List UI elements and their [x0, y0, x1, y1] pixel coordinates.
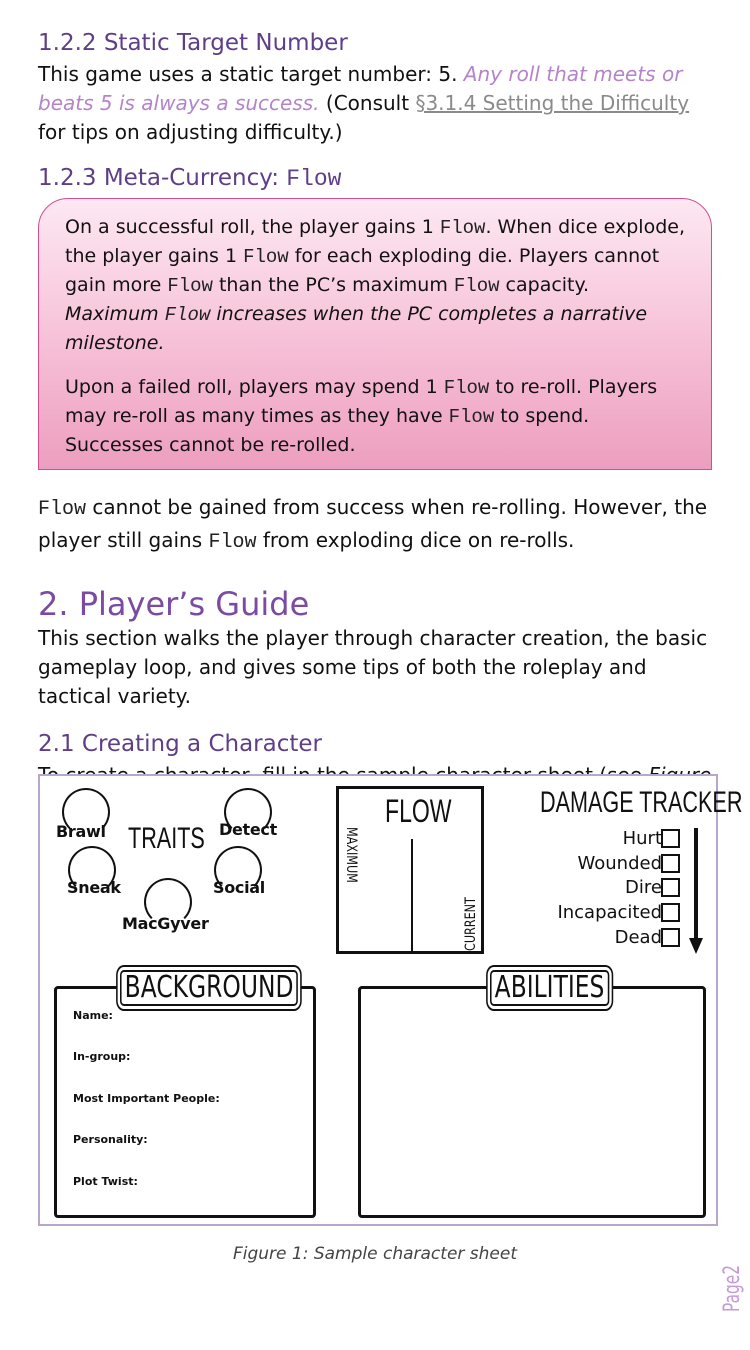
text-run: capacity.	[499, 274, 590, 296]
code-flow: Flow	[167, 275, 213, 297]
cross-reference-link[interactable]: §3.1.4 Setting the Difficulty	[415, 91, 690, 115]
code-flow: Flow	[164, 304, 211, 326]
code-flow: Flow	[453, 275, 500, 297]
background-title-tab: BACKGROUND	[120, 970, 298, 1006]
heading-code: Flow	[286, 166, 342, 192]
flow-callout-box	[38, 198, 712, 470]
code-flow: Flow	[38, 498, 87, 521]
flow-divider	[411, 839, 413, 951]
callout-paragraph-2	[65, 373, 685, 459]
text-run: Upon a failed roll, players may spend 1	[65, 376, 444, 398]
emphasis-text: Any roll that meets or beats 5 is always a success.	[38, 62, 683, 115]
abilities-box	[358, 986, 706, 1218]
character-sheet-figure	[38, 774, 743, 1226]
page-content	[38, 28, 712, 819]
damage-level-hurt: Hurt	[622, 828, 662, 849]
trait-label-sneak: Sneak	[67, 878, 121, 897]
callout-paragraph-1	[65, 213, 685, 357]
code-flow: Flow	[443, 377, 490, 399]
paragraph-reroll-flow	[38, 492, 712, 558]
damage-checkbox-incapacited[interactable]	[661, 903, 680, 922]
background-field-name: Name:	[73, 1009, 113, 1022]
damage-checkbox-dead[interactable]	[661, 928, 680, 947]
traits-title: TRAITS	[128, 822, 205, 855]
damage-level-dire: Dire	[625, 877, 662, 898]
background-field-in-group: In-group:	[73, 1050, 131, 1063]
emphasis-text: increases when the PC completes a narrative milestone.	[65, 303, 648, 354]
flow-title: FLOW	[385, 793, 452, 829]
code-flow: Flow	[439, 217, 486, 239]
code-flow: Flow	[448, 406, 495, 428]
text-run: cannot be gained from success when re-rolling. However, the player still gains	[38, 495, 708, 552]
text-run: (Consult	[319, 91, 416, 115]
trait-label-social: Social	[213, 878, 265, 897]
flow-current-label: CURRENT	[463, 897, 479, 951]
code-flow: Flow	[243, 246, 289, 268]
damage-checkbox-wounded[interactable]	[661, 854, 680, 873]
background-field-personality: Personality:	[73, 1133, 148, 1146]
text-run: from exploding dice on re-rolls.	[256, 528, 575, 552]
text-run: This game uses a static target number: 5.	[38, 62, 464, 86]
section-heading-1-2-2: 1.2.2 Static Target Number	[38, 30, 348, 56]
trait-label-detect: Detect	[219, 820, 277, 839]
text-run: than the PC’s maximum	[212, 274, 454, 296]
paragraph-players-guide: This section walks the player through character creation, the basic gameplay loop, and gives some tips of both the roleplay and tactical variety.	[38, 626, 708, 708]
text-run: On a successful roll, the player gains 1	[65, 216, 440, 238]
text-run: for each exploding die. Players cannot gain more	[65, 245, 660, 296]
page-number: Page2	[720, 1264, 745, 1312]
text-run: to re-roll. Players may re-roll as many times as they have	[65, 376, 658, 427]
damage-level-dead: Dead	[614, 927, 662, 948]
damage-checkbox-hurt[interactable]	[661, 829, 680, 848]
abilities-title-tab: ABILITIES	[490, 970, 609, 1006]
damage-level-incapacited: Incapacited	[557, 902, 662, 923]
emphasis-text: Maximum	[65, 303, 165, 325]
trait-label-brawl: Brawl	[56, 822, 106, 841]
text-run: to spend. Successes cannot be re-rolled.	[65, 405, 590, 456]
section-heading-2-1: 2.1 Creating a Character	[38, 731, 322, 757]
heading-text: 1.2.3 Meta-Currency:	[38, 165, 287, 191]
flow-maximum-label: MAXIMUM	[343, 827, 359, 883]
figure-caption: Figure 1: Sample character sheet	[232, 1244, 518, 1264]
background-box	[54, 986, 316, 1218]
text-run: . When dice explode, the player gains 1	[65, 216, 685, 267]
paragraph-target-number	[38, 60, 712, 147]
trait-label-macgyver: MacGyver	[122, 914, 209, 933]
text-run: for tips on adjusting difficulty.)	[38, 120, 343, 144]
background-field-plot-twist: Plot Twist:	[73, 1175, 138, 1188]
flow-box	[336, 786, 484, 954]
damage-checkbox-dire[interactable]	[661, 878, 680, 897]
code-flow: Flow	[208, 531, 257, 554]
background-field-important-people: Most Important People:	[73, 1092, 220, 1105]
damage-arrow-icon	[688, 828, 704, 954]
damage-tracker-title: DAMAGE TRACKER	[540, 786, 743, 819]
section-heading-2: 2. Player’s Guide	[38, 585, 310, 623]
damage-level-wounded: Wounded	[577, 853, 662, 874]
section-heading-1-2-3	[38, 163, 712, 194]
